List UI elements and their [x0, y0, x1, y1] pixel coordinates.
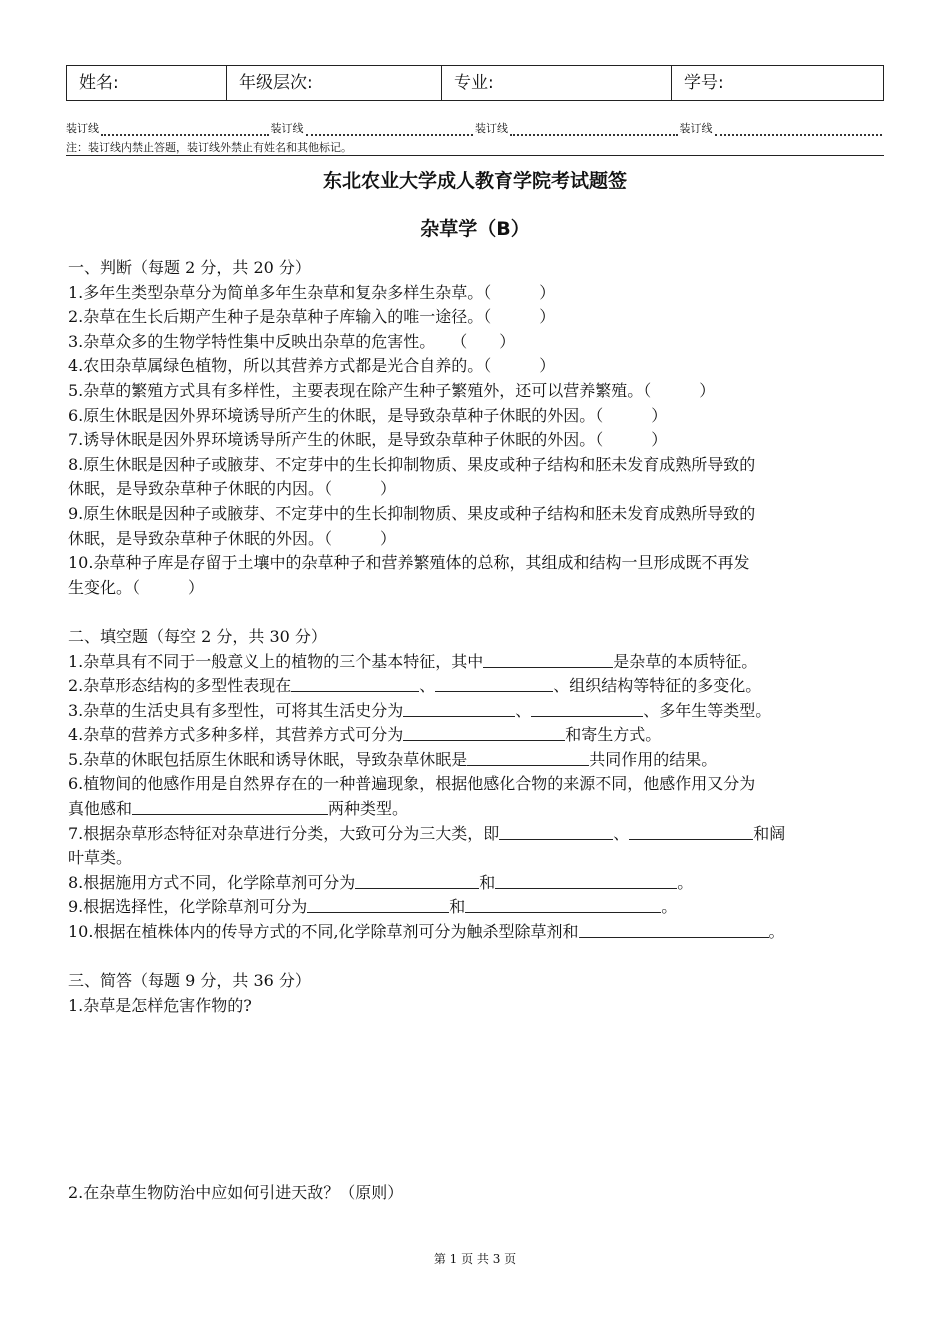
answer-blank[interactable]	[355, 872, 479, 889]
fill-question	[68, 920, 886, 945]
binding-label: 装订线	[679, 122, 713, 135]
answer-space[interactable]	[68, 1018, 886, 1181]
fill-question	[68, 723, 886, 748]
question-text: 8.根据施用方式不同，化学除草剂可分为	[68, 872, 356, 892]
judge-question: 10.杂草种子库是存留于土壤中的杂草种子和营养繁殖体的总称，其组成和结构一旦形成既不再发	[68, 553, 750, 573]
fill-question: 叶草类。	[68, 848, 133, 868]
judge-question: 2.杂草在生长后期产生种子是杂草种子库输入的唯一途径。（ ）	[68, 307, 556, 327]
answer-blank[interactable]	[403, 724, 565, 741]
fill-question	[68, 650, 886, 675]
binding-dots	[510, 124, 678, 136]
question-text: 。	[768, 922, 785, 942]
binding-note: 注：装订线内禁止答题，装订线外禁止有姓名和其他标记。	[66, 141, 352, 154]
question-text: 、	[613, 823, 630, 843]
fill-question	[68, 895, 886, 920]
judge-question: 生变化。（ ）	[68, 577, 205, 597]
section-heading: 三、简答（每题 9 分，共 36 分）	[68, 971, 311, 991]
question-text: 4.杂草的营养方式多种多样，其营养方式可分为	[68, 725, 404, 745]
answer-blank[interactable]	[435, 675, 553, 692]
question-text: 和	[479, 872, 496, 892]
binding-label: 装订线	[66, 122, 99, 135]
answer-blank[interactable]	[467, 749, 589, 766]
fill-question	[68, 822, 886, 847]
student-info-table	[66, 65, 884, 101]
question-text: 和寄生方式。	[565, 725, 662, 745]
question-text: 两种类型。	[328, 799, 409, 819]
judge-question: 休眠，是导致杂草种子休眠的外因。（ ）	[68, 528, 397, 548]
answer-blank[interactable]	[629, 823, 753, 840]
judge-question: 7.诱导休眠是因外界环境诱导所产生的休眠，是导致杂草种子休眠的外因。（ ）	[68, 430, 668, 450]
judge-question: 休眠，是导致杂草种子休眠的内因。（ ）	[68, 479, 397, 499]
judge-question: 3.杂草众多的生物学特性集中反映出杂草的危害性。 （ ）	[68, 331, 516, 351]
exam-title: 东北农业大学成人教育学院考试题签	[322, 170, 627, 192]
question-text: 、多年生等类型。	[643, 700, 772, 720]
fill-question	[68, 871, 886, 896]
judge-question: 8.原生休眠是因种子或腋芽、不定芽中的生长抑制物质、果皮或种子结构和胚未发育成熟所导致的	[68, 454, 756, 474]
question-text: 2.杂草形态结构的多型性表现在	[68, 676, 292, 696]
grade-cell: 年级层次:	[227, 66, 442, 100]
answer-blank[interactable]	[495, 872, 677, 889]
question-text: 5.杂草的休眠包括原生休眠和诱导休眠，导致杂草休眠是	[68, 749, 468, 769]
subject-title: 杂草学（B）	[420, 218, 530, 240]
question-text: 共同作用的结果。	[589, 749, 718, 769]
answer-blank[interactable]	[483, 651, 613, 668]
answer-blank[interactable]	[499, 823, 613, 840]
question-text: 10.根据在植株体内的传导方式的不同,化学除草剂可分为触杀型除草剂和	[68, 922, 579, 942]
judge-question: 5.杂草的繁殖方式具有多样性，主要表现在除产生种子繁殖外，还可以营养繁殖。（ ）	[68, 380, 716, 400]
fill-question	[68, 674, 886, 699]
section-heading: 二、填空题（每空 2 分，共 30 分）	[68, 626, 327, 646]
question-text: 1.杂草具有不同于一般意义上的植物的三个基本特征，其中	[68, 651, 484, 671]
short-answer-question: 2.在杂草生物防治中应如何引进天敌？（原则）	[68, 1183, 404, 1203]
question-text: 、	[419, 676, 436, 696]
question-text: 真他感和	[68, 799, 133, 819]
student-id-cell: 学号:	[684, 73, 724, 93]
page-number: 第 1 页 共 3 页	[433, 1252, 517, 1266]
name-cell: 姓名:	[67, 66, 227, 100]
question-text: 。	[661, 897, 678, 917]
divider	[66, 155, 884, 156]
answer-blank[interactable]	[291, 675, 419, 692]
fill-question	[68, 797, 886, 822]
binding-label: 装订线	[270, 122, 304, 135]
binding-dots	[101, 124, 269, 136]
question-text: 和阔	[753, 823, 786, 843]
binding-line	[66, 122, 884, 136]
judge-question: 4.农田杂草属绿色植物，所以其营养方式都是光合自养的。（ ）	[68, 356, 556, 376]
binding-label: 装订线	[475, 122, 508, 135]
question-text: 7.根据杂草形态特征对杂草进行分类，大致可分为三大类，即	[68, 823, 500, 843]
binding-dots	[306, 124, 474, 136]
fill-question: 6.植物间的他感作用是自然界存在的一种普遍现象，根据他感化合物的来源不同，他感作用又分为	[68, 774, 756, 794]
answer-blank[interactable]	[132, 798, 328, 815]
section-heading: 一、判断（每题 2 分，共 20 分）	[68, 258, 311, 277]
answer-blank[interactable]	[465, 896, 661, 913]
question-text: 3.杂草的生活史具有多型性，可将其生活史分为	[68, 700, 404, 720]
major-cell: 专业:	[442, 66, 672, 100]
short-answer-question: 1.杂草是怎样危害作物的?	[68, 995, 252, 1015]
fill-question	[68, 699, 886, 724]
answer-blank[interactable]	[579, 921, 769, 938]
answer-blank[interactable]	[531, 700, 643, 717]
question-text: 。	[677, 872, 694, 892]
question-text: 和	[449, 897, 466, 917]
answer-blank[interactable]	[307, 896, 449, 913]
judge-question: 6.原生休眠是因外界环境诱导所产生的休眠，是导致杂草种子休眠的外因。（ ）	[68, 405, 668, 425]
answer-blank[interactable]	[403, 700, 515, 717]
question-text: 是杂草的本质特征。	[613, 651, 758, 671]
question-text: 9.根据选择性，化学除草剂可分为	[68, 897, 308, 917]
judge-question: 1.多年生类型杂草分为简单多年生杂草和复杂多样生杂草。（ ）	[68, 282, 556, 302]
exam-content	[68, 256, 886, 1206]
binding-dots	[715, 124, 883, 136]
judge-question: 9.原生休眠是因种子或腋芽、不定芽中的生长抑制物质、果皮或种子结构和胚未发育成熟所导致的	[68, 503, 756, 523]
question-text: 、	[515, 700, 532, 720]
fill-question	[68, 748, 886, 773]
question-text: 、组织结构等特征的多变化。	[553, 676, 762, 696]
